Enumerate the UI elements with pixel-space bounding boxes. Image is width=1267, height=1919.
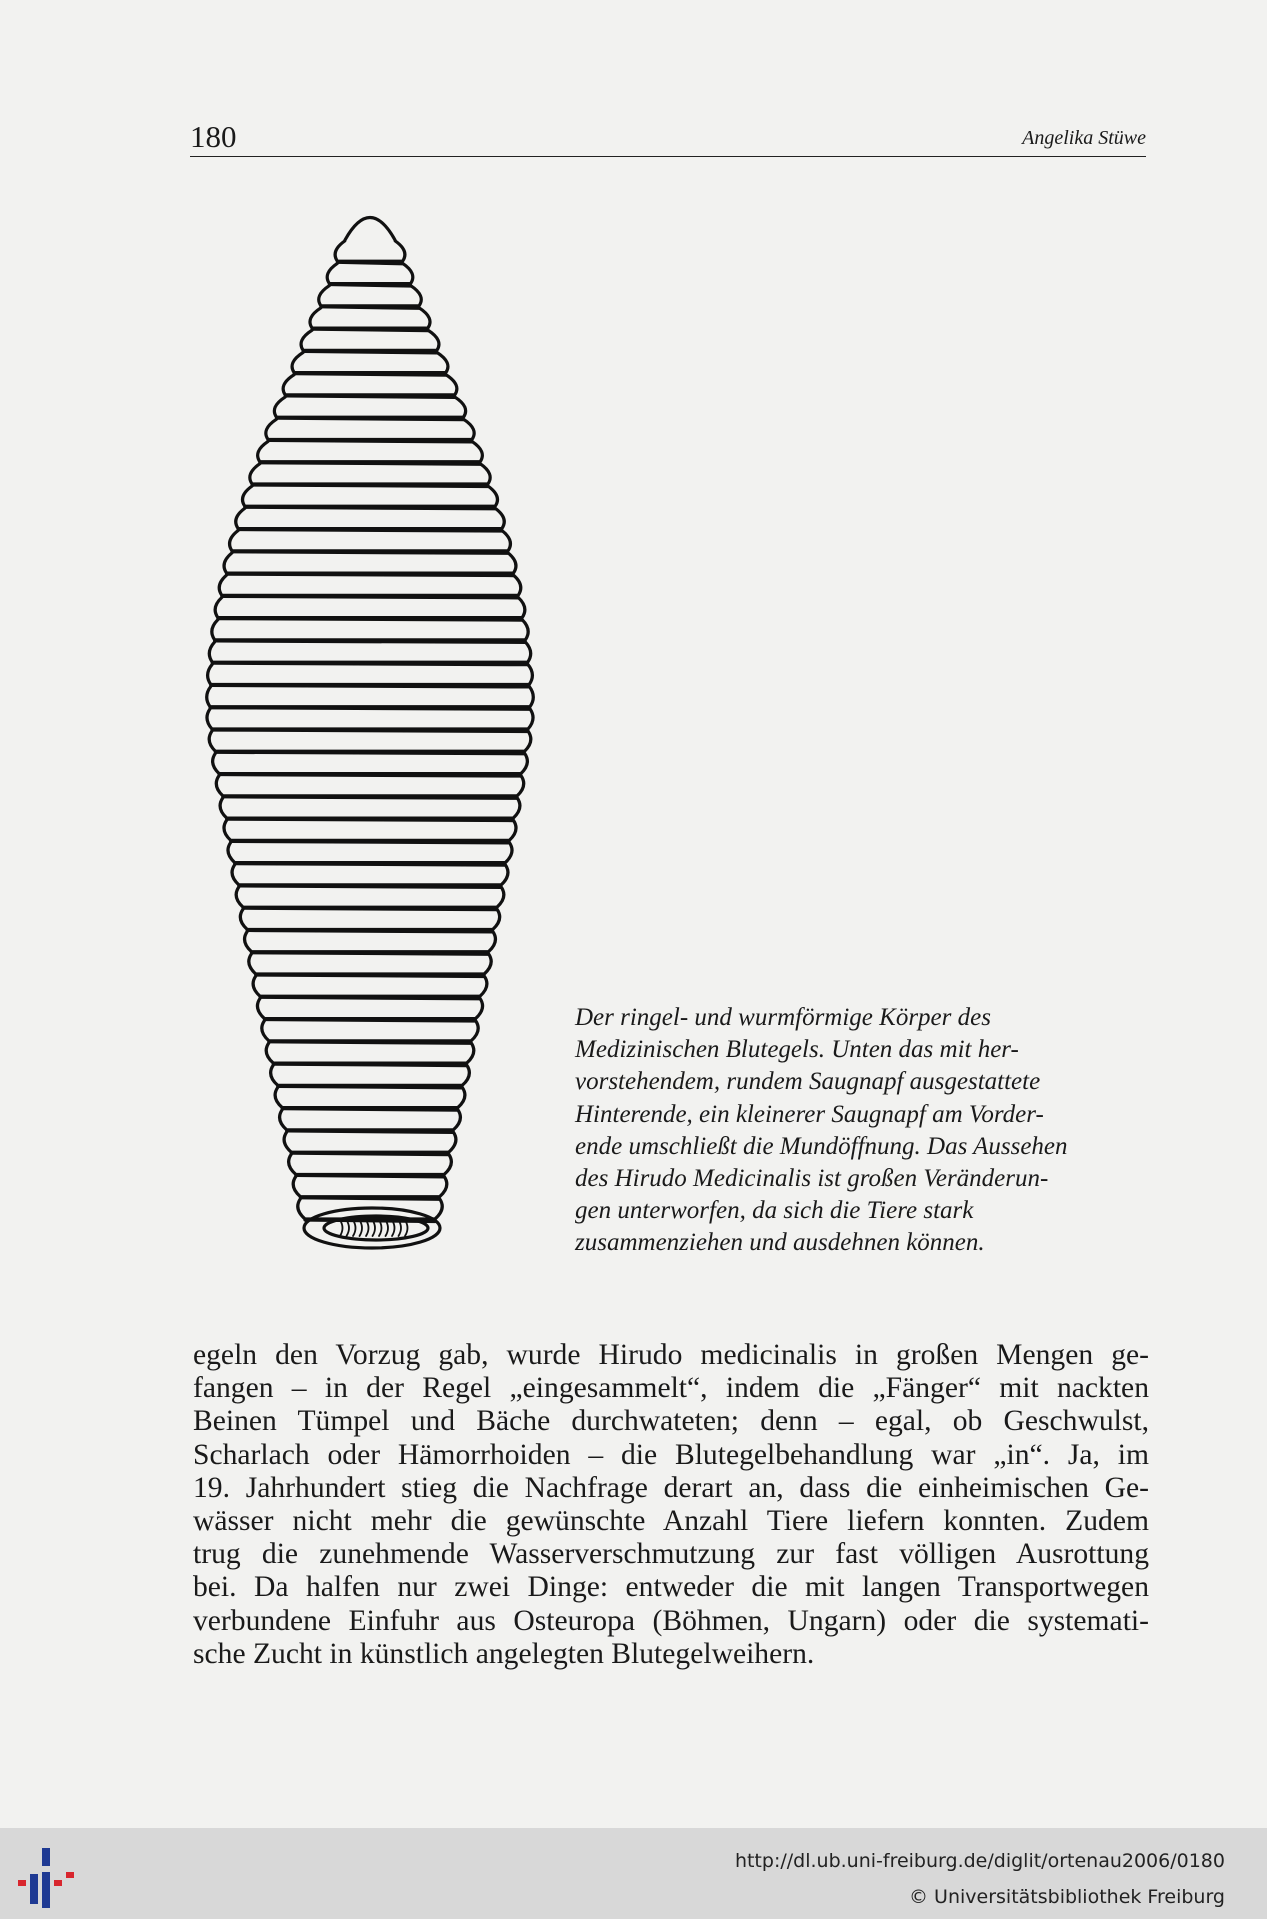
leech-ring-segment bbox=[208, 664, 533, 684]
leech-ring-line bbox=[215, 641, 526, 643]
leech-ring-line bbox=[232, 552, 508, 554]
leech-ring-segment bbox=[207, 686, 534, 706]
footer-copyright: © Universitätsbibliothek Freiburg bbox=[909, 1886, 1225, 1908]
leech-ring-line bbox=[251, 953, 488, 955]
leech-ring-segment bbox=[213, 753, 528, 773]
leech-ring-segment bbox=[236, 887, 504, 907]
leech-ring-segment bbox=[280, 1110, 461, 1130]
leech-ring-segment bbox=[266, 419, 474, 439]
caption-line: ende umschließt die Mundöffnung. Das Aussehen bbox=[575, 1132, 1068, 1160]
leech-ring-segment bbox=[230, 531, 511, 551]
leech-ring-line bbox=[210, 708, 530, 710]
leech-ring-line bbox=[260, 463, 480, 465]
leech-ring-segment bbox=[275, 1087, 465, 1107]
leech-sucker-ridge bbox=[379, 1220, 382, 1236]
figure-caption bbox=[575, 1002, 1120, 1260]
leech-ring-segment bbox=[310, 308, 430, 328]
leech-head-outline bbox=[345, 218, 395, 241]
leech-ring-line bbox=[337, 262, 402, 264]
caption-line: Hinterende, ein kleinerer Saugnapf am Vorder- bbox=[575, 1100, 1044, 1128]
leech-ring-line bbox=[252, 485, 488, 487]
footer-bar bbox=[0, 1828, 1267, 1919]
leech-ring-line bbox=[235, 864, 506, 866]
leech-ring-line bbox=[277, 418, 464, 420]
leech-ring-line bbox=[287, 1131, 454, 1133]
body-line: Scharlach oder Hämorrhoiden – die Blutegelbehandlung war „in“. Ja, im bbox=[193, 1438, 1149, 1471]
leech-ring-line bbox=[243, 908, 497, 910]
leech-illustration bbox=[205, 200, 545, 1260]
leech-sucker-ridge bbox=[347, 1220, 350, 1236]
leech-sucker-ridge bbox=[386, 1220, 389, 1236]
leech-ring-line bbox=[247, 930, 493, 932]
leech-ring-segment bbox=[335, 241, 405, 261]
body-line: 19. Jahrhundert stieg die Nachfrage derart an, dass die einheimischen Ge- bbox=[193, 1471, 1149, 1504]
page-number: 180 bbox=[190, 119, 237, 154]
leech-ring-segment bbox=[236, 508, 504, 528]
leech-ring-line bbox=[273, 1064, 466, 1066]
leech-ring-line bbox=[212, 663, 527, 665]
leech-ring-segment bbox=[274, 397, 465, 417]
leech-ring-line bbox=[211, 685, 530, 687]
body-line: sche Zucht in künstlich angelegten Blutegelweihern. bbox=[193, 1637, 815, 1670]
leech-ring-line bbox=[291, 1153, 448, 1155]
caption-line: zusammenziehen und ausdehnen können. bbox=[575, 1229, 985, 1257]
leech-ring-segment bbox=[293, 1176, 447, 1196]
body-line: verbundene Einfuhr aus Osteuropa (Böhmen, Ungarn) oder die systemati- bbox=[193, 1604, 1149, 1637]
leech-ring-line bbox=[219, 775, 521, 777]
body-paragraph bbox=[193, 1339, 1149, 1671]
caption-line: Der ringel- und wurmförmige Körper des bbox=[575, 1004, 991, 1031]
body-line: Beinen Tümpel und Bäche durchwateten; denn – egal, ob Geschwulst, bbox=[193, 1405, 1149, 1438]
leech-ring-line bbox=[212, 730, 528, 732]
body-line: wässer nicht mehr die gewünschte Anzahl Tiere liefern konnten. Zudem bbox=[193, 1505, 1149, 1538]
leech-ring-segment bbox=[271, 1065, 470, 1085]
leech-ring-segment bbox=[284, 1132, 456, 1152]
leech-ring-segment bbox=[245, 931, 496, 951]
leech-ring-line bbox=[260, 997, 480, 999]
leech-ring-segment bbox=[209, 731, 531, 751]
leech-ring-segment bbox=[289, 1154, 452, 1174]
caption-line: Medizinischen Blutegels. Unten das mit her- bbox=[575, 1036, 1019, 1064]
leech-ring-segment bbox=[215, 597, 525, 617]
leech-ring-segment bbox=[243, 486, 498, 506]
leech-ring-line bbox=[296, 1175, 444, 1177]
leech-ring-segment bbox=[240, 909, 499, 929]
leech-ring-line bbox=[218, 619, 522, 621]
caption-line: vorstehendem, rundem Saugnapf ausgestattete bbox=[575, 1068, 1041, 1096]
caption-line: gen unterworfen, da sich die Tiere stark bbox=[575, 1197, 974, 1225]
leech-ring-line bbox=[256, 975, 484, 977]
leech-ring-segment bbox=[257, 998, 482, 1018]
leech-ring-line bbox=[215, 752, 524, 754]
leech-ring-line bbox=[294, 374, 446, 376]
leech-sucker-ridge bbox=[405, 1220, 408, 1236]
leech-ring-segment bbox=[220, 798, 520, 818]
body-line: egeln den Vorzug gab, wurde Hirudo medicinalis in großen Mengen ge- bbox=[193, 1339, 1149, 1371]
leech-ring-segment bbox=[319, 286, 422, 306]
caption-line: des Hirudo Medicinalis ist großen Veränderun- bbox=[575, 1165, 1049, 1193]
leech-ring-segment bbox=[266, 1043, 474, 1063]
running-head-author: Angelika Stüwe bbox=[1022, 127, 1146, 149]
leech-ring-segment bbox=[292, 352, 448, 372]
leech-ring-line bbox=[269, 1042, 471, 1044]
leech-ring-line bbox=[245, 507, 495, 509]
leech-sucker-ridge bbox=[340, 1220, 343, 1236]
leech-ring-segment bbox=[253, 976, 487, 996]
leech-sucker-ridge bbox=[353, 1220, 356, 1236]
leech-ring-segment bbox=[216, 776, 523, 796]
page-header bbox=[190, 118, 1146, 157]
leech-ring-segment bbox=[212, 620, 528, 640]
body-line: fangen – in der Regel „eingesammelt“, indem die „Fänger“ mit nackten bbox=[193, 1372, 1149, 1405]
leech-ring-line bbox=[268, 440, 472, 442]
leech-ring-segment bbox=[258, 441, 483, 461]
leech-sucker-ridge bbox=[360, 1220, 363, 1236]
leech-ring-segment bbox=[228, 842, 512, 862]
leech-sucker-ridge bbox=[399, 1220, 402, 1236]
leech-ring-line bbox=[329, 285, 410, 287]
leech-ring-line bbox=[312, 329, 428, 331]
leech-ring-segment bbox=[224, 820, 516, 840]
leech-ring-line bbox=[303, 351, 437, 353]
leech-ring-segment bbox=[249, 954, 491, 974]
leech-ring-segment bbox=[232, 865, 508, 885]
leech-ring-line bbox=[223, 797, 517, 799]
leech-sucker-ridge bbox=[366, 1220, 369, 1236]
leech-ring-line bbox=[300, 1198, 439, 1200]
leech-ring-line bbox=[222, 596, 518, 598]
leech-ring-segment bbox=[262, 1021, 478, 1041]
leech-ring-segment bbox=[327, 263, 413, 283]
leech-ring-segment bbox=[301, 330, 439, 350]
leech-ring-line bbox=[239, 886, 501, 888]
leech-ring-line bbox=[282, 1109, 458, 1111]
leech-ring-segment bbox=[219, 575, 521, 595]
leech-ring-line bbox=[227, 819, 514, 821]
leech-ring-line bbox=[264, 1020, 475, 1022]
ub-freiburg-logo-icon bbox=[14, 1842, 84, 1912]
leech-sucker-ridge bbox=[392, 1220, 395, 1236]
leech-ring-segment bbox=[209, 642, 530, 662]
body-line: trug die zunehmende Wasserverschmutzung zur fast völligen Ausrottung bbox=[193, 1538, 1149, 1571]
leech-ring-segment bbox=[224, 553, 516, 573]
body-line: bei. Da halfen nur zwei Dinge: entweder die mit langen Transportwegen bbox=[193, 1571, 1149, 1604]
leech-sucker-ridge bbox=[373, 1220, 376, 1236]
leech-ring-line bbox=[231, 841, 510, 843]
leech-ring-line bbox=[227, 574, 514, 576]
leech-ring-segment bbox=[207, 709, 533, 729]
leech-ring-segment bbox=[283, 375, 457, 395]
footer-url-link[interactable]: http://dl.ub.uni-freiburg.de/diglit/ortenau2006/0180 bbox=[734, 1850, 1225, 1872]
leech-ring-line bbox=[238, 530, 502, 532]
leech-ring-segment bbox=[250, 464, 490, 484]
leech-ring-line bbox=[278, 1086, 463, 1088]
leech-ring-line bbox=[321, 307, 419, 309]
leech-ring-line bbox=[285, 396, 454, 398]
